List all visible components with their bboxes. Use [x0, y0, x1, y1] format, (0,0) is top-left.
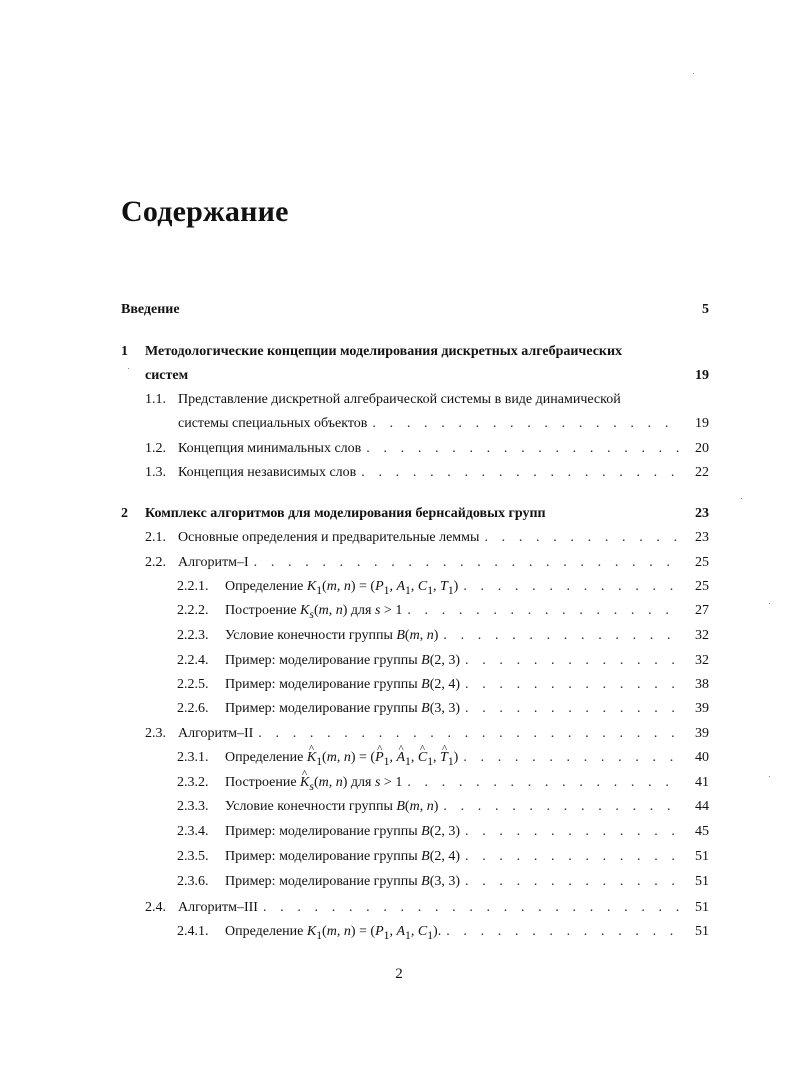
- toc-subsection-2-2-6[interactable]: [177, 699, 709, 719]
- toc-title: Пример: моделирование группы B(2, 4): [225, 849, 461, 864]
- toc-page: 5: [702, 302, 709, 317]
- toc-number: 2.4.1.: [177, 924, 209, 939]
- toc-leader-dots: [458, 748, 679, 772]
- toc-leader-dots: [460, 699, 679, 719]
- scan-speck: [741, 498, 742, 499]
- toc-title: Условие конечности группы B(m, n): [225, 799, 439, 814]
- toc-page: 39: [695, 726, 709, 741]
- toc-title: Пример: моделирование группы B(2, 3): [225, 653, 461, 668]
- toc-chapter-1[interactable]: [121, 342, 709, 362]
- toc-leader-dots: [361, 439, 679, 459]
- toc-page: 41: [695, 775, 709, 790]
- toc-number: 2.2.4.: [177, 653, 209, 668]
- toc-number: 2.3.: [145, 726, 166, 741]
- toc-leader-dots: [438, 797, 679, 817]
- toc-page: 22: [695, 465, 709, 480]
- toc-title: Условие конечности группы B(m, n): [225, 628, 439, 643]
- toc-page: 45: [695, 824, 709, 839]
- toc-number: 2.4.: [145, 900, 166, 915]
- toc-number: 1: [121, 344, 128, 359]
- toc-subsection-2-3-3[interactable]: [177, 797, 709, 817]
- toc-title: Алгоритм–III: [178, 900, 258, 915]
- toc-section-1-1[interactable]: [145, 390, 709, 410]
- toc-number: 2.2.: [145, 555, 166, 570]
- page-number: 2: [395, 966, 403, 982]
- toc-page: 19: [695, 416, 709, 431]
- toc-page: 23: [695, 506, 709, 521]
- toc-leader-dots: [479, 528, 679, 548]
- toc-page: 40: [695, 750, 709, 765]
- toc-page: 27: [695, 603, 709, 618]
- toc-number: 2.2.2.: [177, 603, 209, 618]
- toc-number: 1.2.: [145, 441, 166, 456]
- toc-section-1-3[interactable]: [145, 463, 709, 483]
- toc-title: Методологические концепции моделирования дискретных алгебраических: [145, 344, 623, 359]
- toc-title: Пример: моделирование группы B(2, 4): [225, 677, 461, 692]
- toc-title: Пример: моделирование группы B(2, 3): [225, 824, 461, 839]
- toc-section-1-1-cont[interactable]: [145, 414, 709, 434]
- toc-number: 2.3.4.: [177, 824, 209, 839]
- toc-page: 51: [695, 924, 709, 939]
- toc-leader-dots: [402, 773, 679, 797]
- toc-page: 25: [695, 579, 709, 594]
- toc-chapter-1-cont[interactable]: [121, 366, 709, 386]
- toc-leader-dots: [258, 898, 679, 918]
- toc-number: 1.3.: [145, 465, 166, 480]
- scan-speck: [769, 603, 770, 604]
- toc-title: Алгоритм–I: [178, 555, 249, 570]
- toc-section-1-2[interactable]: [145, 439, 709, 459]
- scan-speck: [693, 73, 694, 74]
- toc-leader-dots: [441, 922, 679, 946]
- toc-page: 19: [695, 368, 709, 383]
- toc-subsection-2-2-3[interactable]: [177, 626, 709, 646]
- toc-title: Определение $K_1(m$, $n) = (P_1$, $A_1$, $C_1$).: [225, 924, 442, 942]
- toc-leader-dots: [460, 872, 679, 892]
- toc-number: 1.1.: [145, 392, 166, 407]
- toc-subsection-2-3-2[interactable]: [177, 773, 709, 793]
- toc-subsection-2-3-4[interactable]: [177, 822, 709, 842]
- toc-leader-dots: [356, 463, 679, 483]
- toc-title: Определение $K_1(m$, $n) = (P_1$, $A_1$, $C_1$, $T_1$): [225, 579, 459, 597]
- toc-number: 2.2.5.: [177, 677, 209, 692]
- toc-page: 32: [695, 653, 709, 668]
- toc-page: 39: [695, 701, 709, 716]
- scan-speck: [769, 776, 770, 777]
- toc-title: Основные определения и предварительные леммы: [178, 530, 480, 545]
- toc-page: 51: [695, 849, 709, 864]
- toc-chapter-2[interactable]: [121, 504, 709, 524]
- toc-leader-dots: [367, 414, 679, 434]
- toc-leader-dots: [460, 847, 679, 867]
- toc-section-2-3[interactable]: [145, 724, 709, 744]
- toc-title: Построение $K_s(m$, n) для s > 1: [225, 603, 403, 621]
- toc-leader-dots: [402, 601, 679, 625]
- toc-leader-dots: [458, 577, 679, 601]
- page-title: Содержание: [121, 195, 289, 228]
- scan-speck: [128, 368, 129, 369]
- toc-subsection-2-2-5[interactable]: [177, 675, 709, 695]
- toc-title: Концепция минимальных слов: [178, 441, 362, 456]
- toc-number: 2.3.5.: [177, 849, 209, 864]
- toc-subsection-2-2-2[interactable]: [177, 601, 709, 621]
- toc-number: 2.3.2.: [177, 775, 209, 790]
- toc-number: 2.2.6.: [177, 701, 209, 716]
- toc-number: 2.2.3.: [177, 628, 209, 643]
- toc-subsection-2-3-6[interactable]: [177, 872, 709, 892]
- toc-page: 23: [695, 530, 709, 545]
- toc-leader-dots: [460, 675, 679, 695]
- toc-subsection-2-4-1[interactable]: [177, 922, 709, 942]
- toc-leader-dots: [460, 651, 679, 671]
- toc-title: Пример: моделирование группы B(3, 3): [225, 701, 461, 716]
- toc-title: Комплекс алгоритмов для моделирования бернсайдовых групп: [145, 506, 546, 521]
- toc-title: Концепция независимых слов: [178, 465, 357, 480]
- toc-title: Алгоритм–II: [178, 726, 254, 741]
- toc-page: 25: [695, 555, 709, 570]
- toc-number: 2.3.6.: [177, 874, 209, 889]
- toc-page: 38: [695, 677, 709, 692]
- toc-leader-dots: [438, 626, 679, 646]
- toc-subsection-2-3-1[interactable]: [177, 748, 709, 768]
- toc-title: систем: [145, 368, 189, 383]
- toc-subsection-2-2-4[interactable]: [177, 651, 709, 671]
- toc-page: 44: [695, 799, 709, 814]
- toc-title: Определение K $\^{}_1(m$, n) = (P $\^{}_1$, A $\^{}_1$, C $\^{}_1$, T $\^{}_1$): [225, 748, 458, 772]
- toc-page: 51: [695, 874, 709, 889]
- toc-title: Построение K $\^{}_s(m$, n) для s > 1: [225, 773, 402, 797]
- toc-subsection-2-2-1[interactable]: [177, 577, 709, 597]
- toc-number: 2.2.1.: [177, 579, 209, 594]
- toc-section-2-2[interactable]: [145, 553, 709, 573]
- toc-page: 32: [695, 628, 709, 643]
- toc-leader-dots: [460, 822, 679, 842]
- toc-leader-dots: [249, 553, 679, 573]
- toc-intro[interactable]: [121, 300, 709, 320]
- toc-title: Пример: моделирование группы B(3, 3): [225, 874, 461, 889]
- toc-number: 2.3.3.: [177, 799, 209, 814]
- toc-page: 51: [695, 900, 709, 915]
- toc-number: 2.3.1.: [177, 750, 209, 765]
- toc-leader-dots: [253, 724, 679, 744]
- toc-section-2-4[interactable]: [145, 898, 709, 918]
- toc-title: системы специальных объектов: [178, 416, 368, 431]
- toc-subsection-2-3-5[interactable]: [177, 847, 709, 867]
- toc-number: 2: [121, 506, 128, 521]
- toc-title: Представление дискретной алгебраической системы в виде динамической: [178, 392, 621, 407]
- toc-page: 20: [695, 441, 709, 456]
- toc-number: 2.1.: [145, 530, 166, 545]
- toc-section-2-1[interactable]: [145, 528, 709, 548]
- toc-title: Введение: [121, 302, 180, 317]
